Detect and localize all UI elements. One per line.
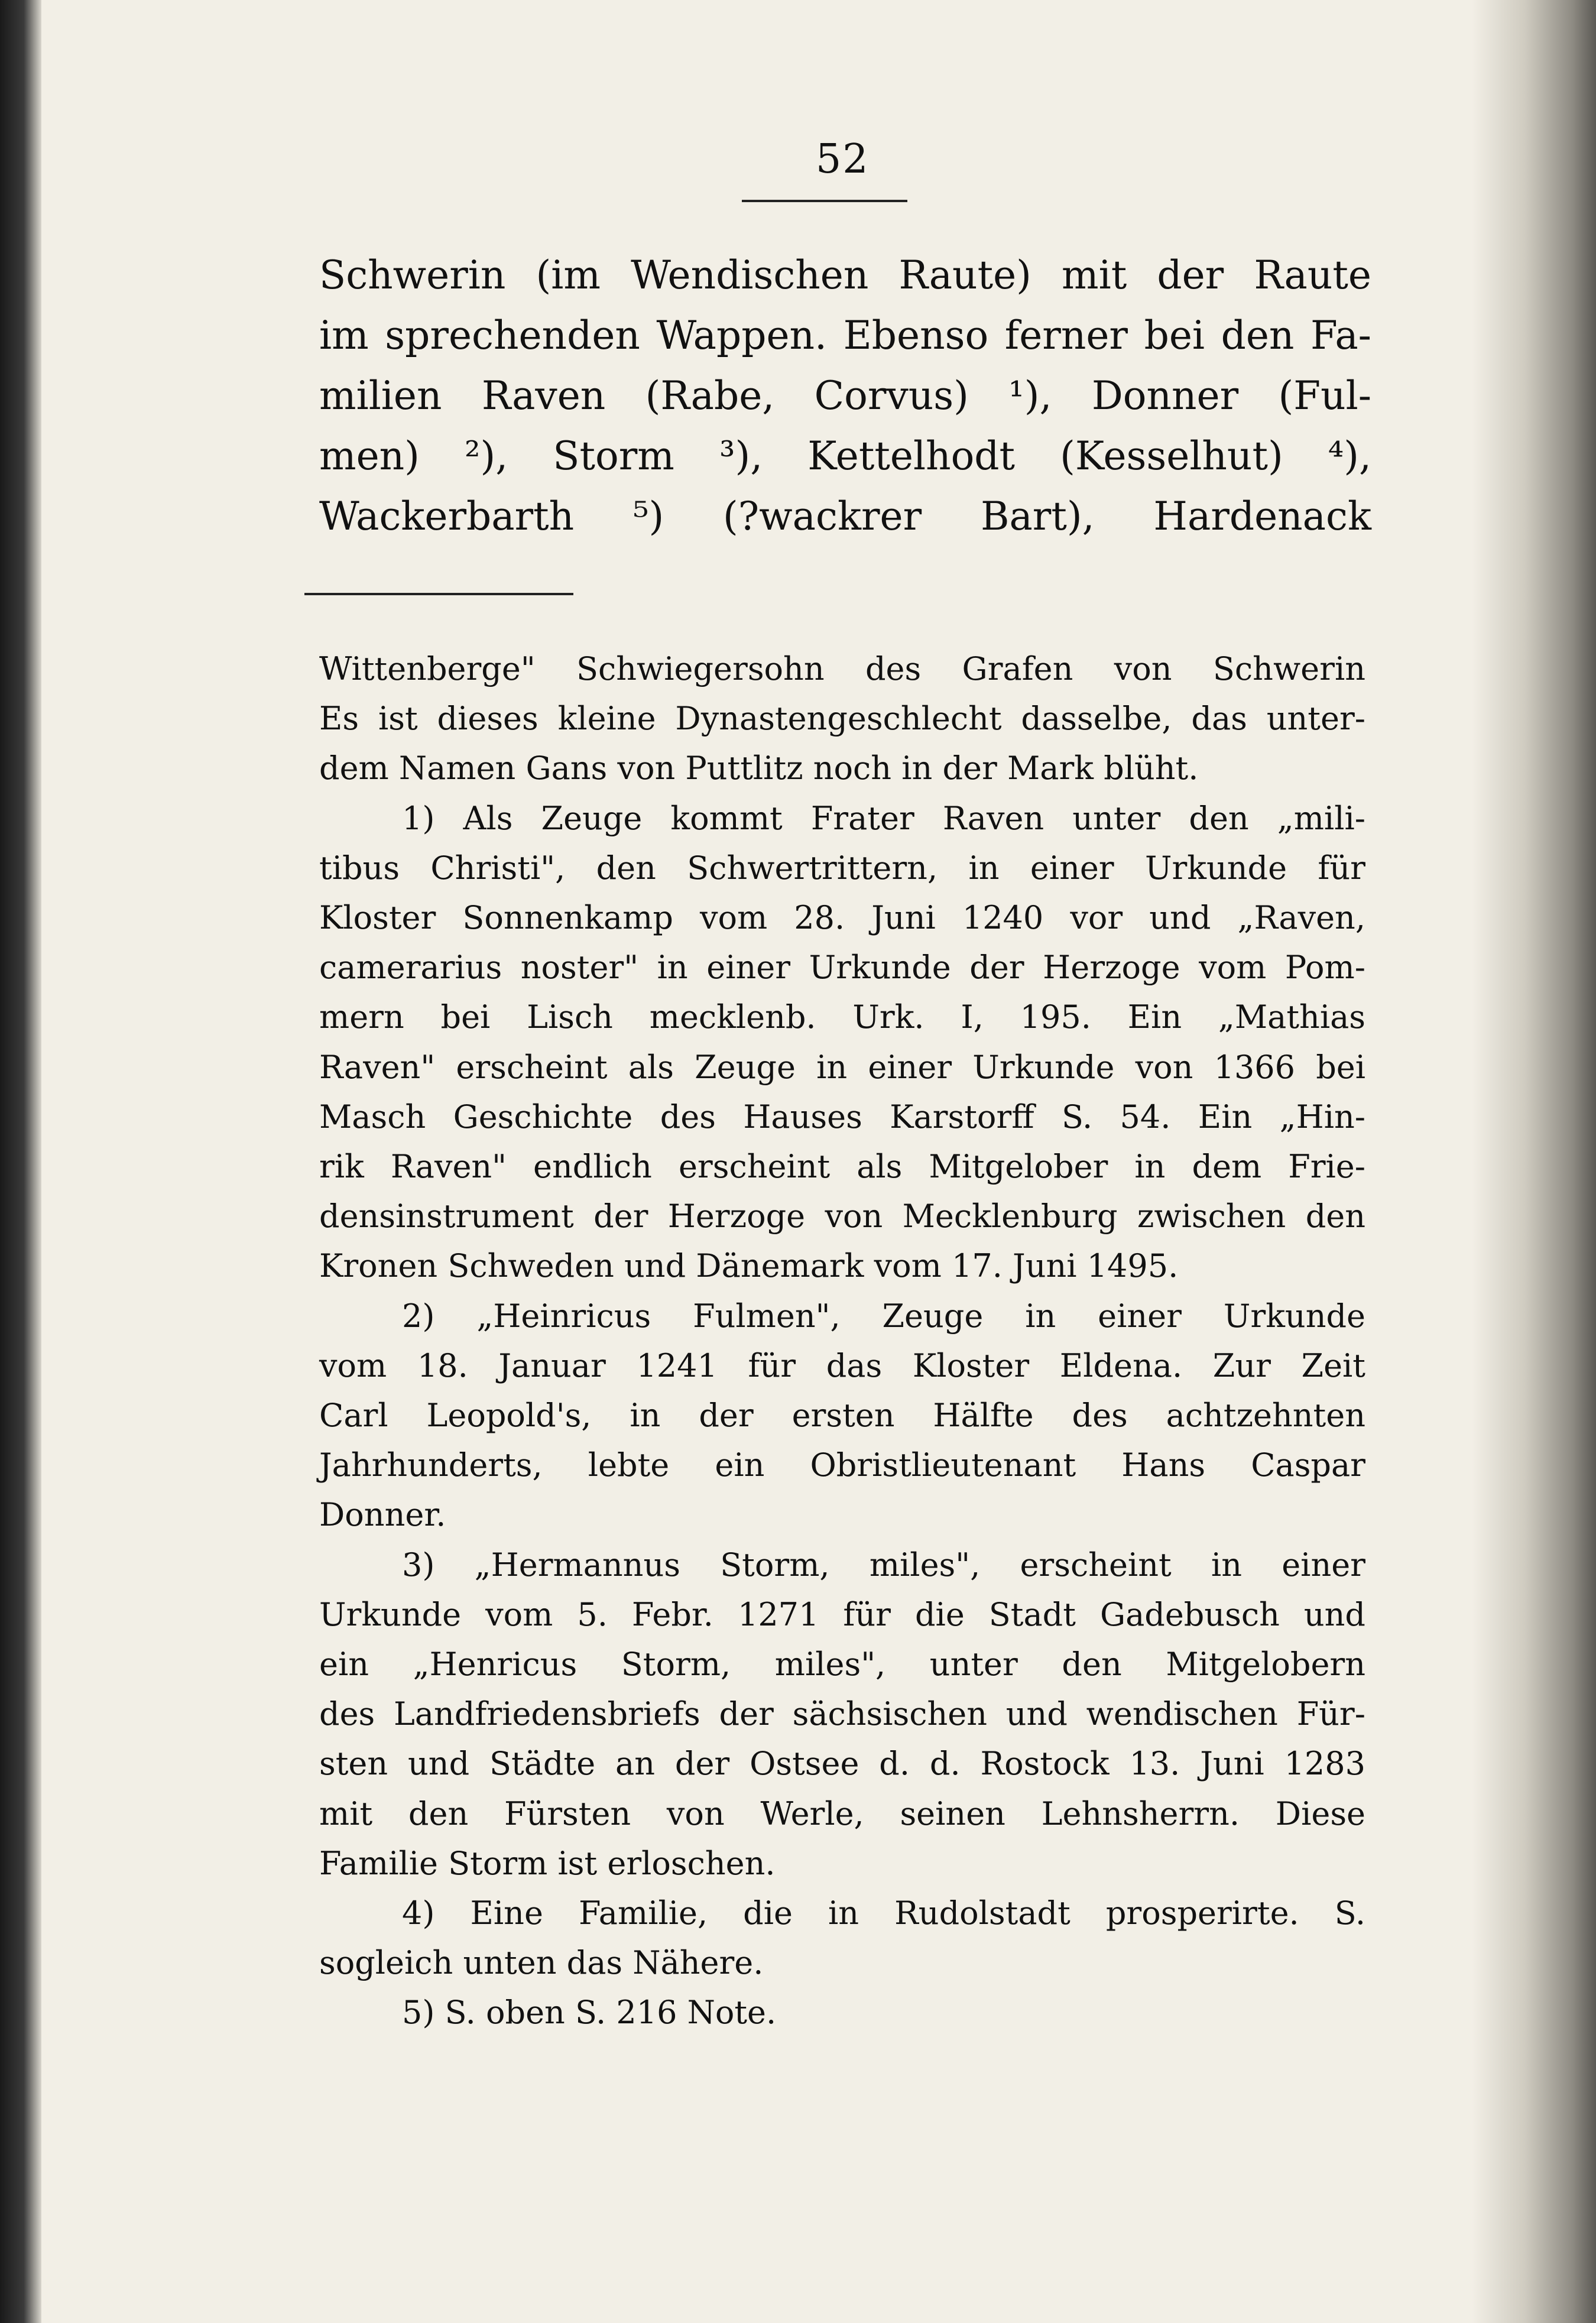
page-number: 52 [816, 136, 870, 183]
text-line: milien Raven (Rabe, Corvus) ¹), Donner (Ful- [319, 373, 1371, 418]
footnote-line: Jahrhunderts, lebte ein Obristlieutenant Hans Caspar [319, 1446, 1365, 1484]
footnote-line: Kloster Sonnenkamp vom 28. Juni 1240 vor und „Raven, [319, 899, 1365, 937]
footnote-line: 5) S. oben S. 216 Note. [402, 1994, 777, 2032]
footnote-line: 4) Eine Familie, die in Rudolstadt prosperirte. S. [402, 1894, 1365, 1932]
footnote-line: Urkunde vom 5. Febr. 1271 für die Stadt Gadebusch und [319, 1595, 1365, 1633]
footnote-line: 2) „Heinricus Fulmen", Zeuge in einer Urkunde [402, 1297, 1365, 1335]
footnote-line: Donner. [319, 1496, 446, 1534]
footnote-line: densinstrument der Herzoge von Mecklenburg zwischen den [319, 1198, 1365, 1235]
book-gutter-shadow [0, 0, 41, 2323]
footnote-line: Kronen Schweden und Dänemark vom 17. Juni 1495. [319, 1247, 1179, 1285]
footnote-line: Wittenberge" Schwiegersohn des Grafen von Schwerin [319, 650, 1365, 687]
footnote-line: sten und Städte an der Ostsee d. d. Rostock 13. Juni 1283 [319, 1745, 1365, 1783]
footnote-line: Raven" erscheint als Zeuge in einer Urkunde von 1366 bei [319, 1048, 1365, 1086]
footnotes [319, 644, 1365, 2038]
footnote-line: vom 18. Januar 1241 für das Kloster Eldena. Zur Zeit [319, 1347, 1365, 1384]
footnote-line: Es ist dieses kleine Dynastengeschlecht dasselbe, das unter- [319, 700, 1365, 738]
footnote-line: tibus Christi", den Schwertrittern, in einer Urkunde für [319, 849, 1365, 887]
footnote-line: 1) Als Zeuge kommt Frater Raven unter den „mili- [402, 799, 1365, 837]
page-number-rule [742, 200, 907, 202]
footnote-line: sogleich unten das Nähere. [319, 1944, 764, 1982]
footnote-line: rik Raven" endlich erscheint als Mitgelober in dem Frie- [319, 1148, 1365, 1186]
page-edge-shadow [1472, 0, 1596, 2323]
footnote-line: Carl Leopold's, in der ersten Hälfte des achtzehnten [319, 1397, 1365, 1435]
footnote-line: Familie Storm ist erloschen. [319, 1844, 776, 1882]
footnote-line: mit den Fürsten von Werle, seinen Lehnsherrn. Diese [319, 1795, 1365, 1832]
footnote-line: 3) „Hermannus Storm, miles", erscheint in einer [402, 1546, 1365, 1584]
main-text [319, 245, 1371, 547]
text-line: im sprechenden Wappen. Ebenso ferner bei den Fa- [319, 313, 1371, 358]
footnote-line: mern bei Lisch mecklenb. Urk. I, 195. Ein „Mathias [319, 998, 1365, 1036]
footnote-line: des Landfriedensbriefs der sächsischen und wendischen Für- [319, 1695, 1365, 1733]
footnote-line: camerarius noster" in einer Urkunde der Herzoge vom Pom- [319, 949, 1365, 987]
footnote-line: ein „Henricus Storm, miles", unter den Mitgelobern [319, 1646, 1365, 1683]
text-line: men) ²), Storm ³), Kettelhodt (Kesselhut) ⁴), [319, 433, 1371, 479]
footnote-line: Masch Geschichte des Hauses Karstorff S. 54. Ein „Hin- [319, 1098, 1365, 1135]
footnote-separator [304, 593, 573, 595]
text-line: Schwerin (im Wendischen Raute) mit der Raute [319, 252, 1371, 298]
footnote-line: dem Namen Gans von Puttlitz noch in der Mark blüht. [319, 750, 1199, 787]
text-line: Wackerbarth ⁵) (?wackrer Bart), Hardenack [319, 494, 1371, 539]
